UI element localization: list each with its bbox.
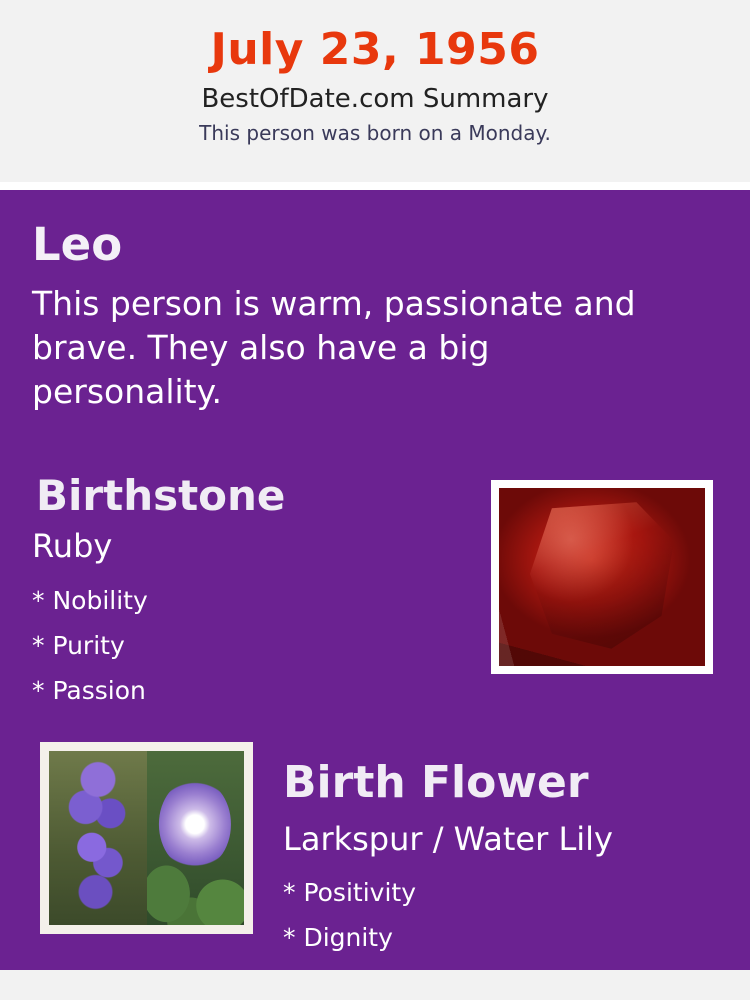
page-title: July 23, 1956 — [210, 24, 540, 75]
birth-flower-heading: Birth Flower — [283, 757, 589, 808]
larkspur-image — [49, 751, 147, 925]
birth-flower-traits — [283, 870, 416, 960]
zodiac-sign-title: Leo — [32, 218, 123, 271]
ruby-image — [499, 488, 705, 666]
birthstone-heading: Birthstone — [36, 471, 286, 520]
ruby-gemstone-photo — [491, 480, 713, 674]
birth-flower-name: Larkspur / Water Lily — [283, 820, 613, 858]
birth-day-note: This person was born on a Monday. — [199, 121, 551, 145]
details-panel — [0, 190, 750, 970]
larkspur-water-lily-photo — [40, 742, 253, 934]
birthstone-name: Ruby — [32, 527, 113, 565]
header-divider — [0, 182, 750, 190]
footer-strip — [0, 970, 750, 1000]
zodiac-description: This person is warm, passionate and brave. They also have a big personality. — [32, 284, 636, 411]
water-lily-image — [147, 751, 245, 925]
birthstone-trait: * Nobility — [32, 586, 148, 615]
card-header — [0, 0, 750, 182]
birth-flower-trait: * Positivity — [283, 878, 416, 907]
birth-flower-trait: * Dignity — [283, 923, 393, 952]
birthstone-traits — [32, 578, 148, 713]
site-summary-label: BestOfDate.com Summary — [201, 84, 549, 114]
birthstone-trait: * Purity — [32, 631, 125, 660]
birthstone-trait: * Passion — [32, 676, 146, 705]
